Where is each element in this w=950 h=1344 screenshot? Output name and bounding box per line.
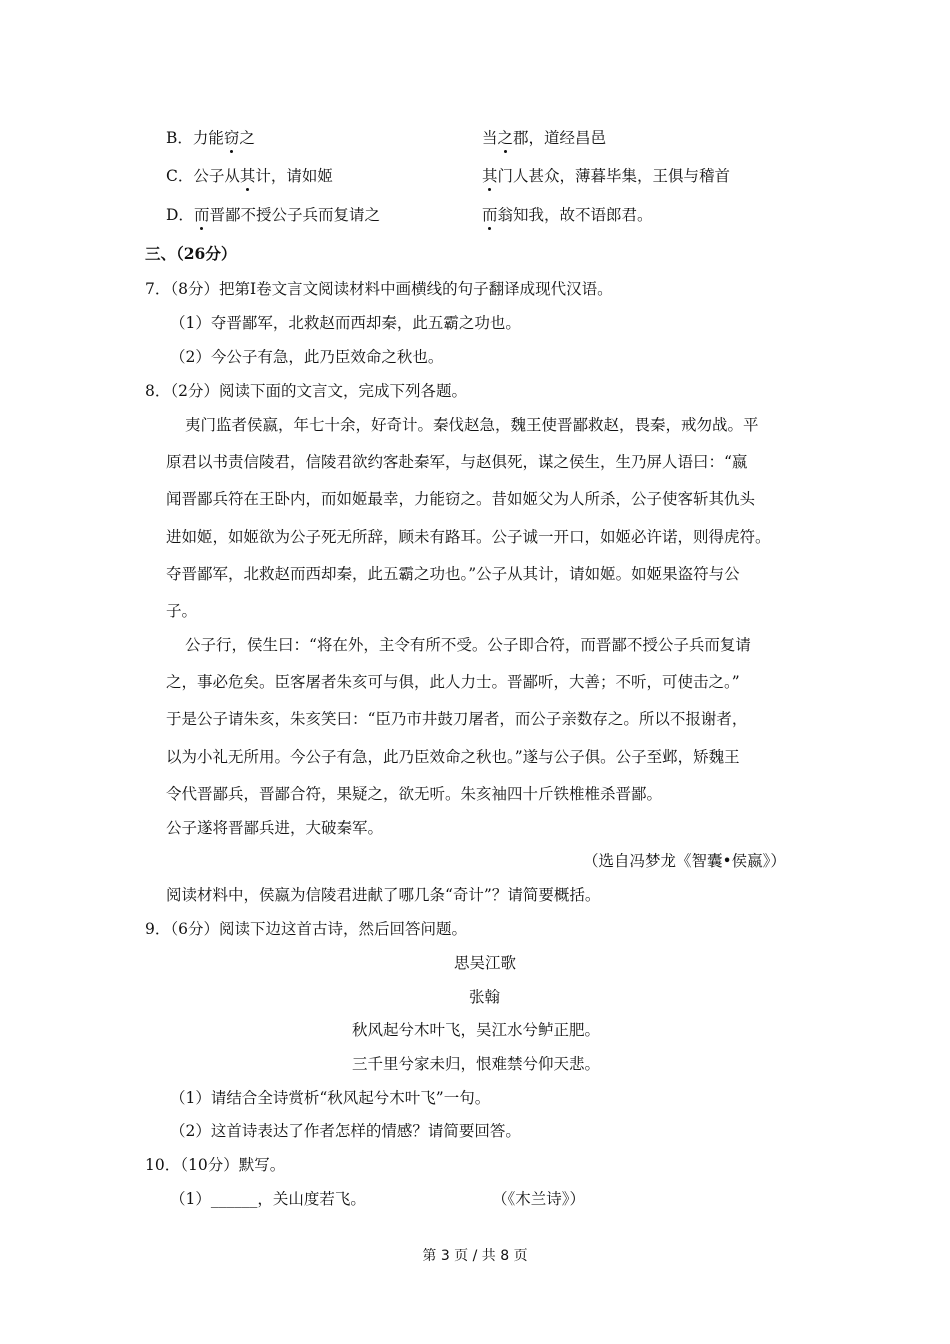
passage-line: 以为小礼无所用。今公子有急，此乃臣效命之秋也。”遂与公子俱。公子至邺，矫魏王 bbox=[166, 748, 740, 766]
question-9-stem: 9．（6分）阅读下边这首古诗，然后回答问题。 bbox=[145, 920, 467, 938]
option-letter: C． bbox=[166, 167, 194, 185]
question-10-sub-1: （1）______，关山度若飞。 bbox=[170, 1190, 366, 1208]
passage-line: 公子行，侯生曰：“将在外，主令有所不受。公子即合符，而晋鄙不授公子兵而复请 bbox=[185, 636, 751, 654]
emphasis-char: 之 bbox=[497, 129, 514, 147]
emphasis-char: 而 bbox=[193, 206, 210, 224]
passage-line: 公子遂将晋鄙兵进，大破秦军。 bbox=[166, 819, 384, 837]
passage-line: 进如姬，如姬欲为公子死无所辞，顾未有路耳。公子诚一开口，如姬必许诺，则得虎符。 bbox=[166, 528, 771, 546]
passage-line: 令代晋鄙兵，晋鄙合符，果疑之，欲无听。朱亥袖四十斤铁椎椎杀晋鄙。 bbox=[166, 785, 663, 803]
emphasis-char: 其 bbox=[482, 167, 498, 185]
option-b-left: B．力能窃之 bbox=[166, 129, 255, 147]
question-9-sub-1: （1）请结合全诗赏析“秋风起兮木叶飞”一句。 bbox=[170, 1089, 491, 1107]
question-10-stem: 10．（10分）默写。 bbox=[145, 1156, 286, 1174]
passage-line: 闻晋鄙兵符在王卧内，而如姬最幸，力能窃之。昔如姬父为人所杀，公子使客斩其仇头 bbox=[166, 490, 756, 508]
question-10-sub-1-source: （《木兰诗》） bbox=[492, 1190, 586, 1208]
emphasis-char: 窃 bbox=[223, 129, 240, 147]
question-7-sub-1: （1）夺晋鄙军，北救赵而西却秦，此五霸之功也。 bbox=[170, 314, 521, 332]
option-d-left: D．而晋鄙不授公子兵而复请之 bbox=[166, 206, 380, 224]
passage-source: （选自冯梦龙《智囊•侯嬴》） bbox=[583, 852, 786, 870]
page-number: 第 3 页 / 共 8 页 bbox=[422, 1248, 528, 1264]
option-letter: D． bbox=[166, 206, 194, 224]
emphasis-char: 其 bbox=[239, 167, 256, 185]
option-d-right: 而翁知我，故不语郎君。 bbox=[482, 206, 653, 224]
question-8-prompt: 阅读材料中，侯嬴为信陵君进献了哪几条“奇计”？请简要概括。 bbox=[166, 886, 601, 904]
passage-line: 之，事必危矣。臣客屠者朱亥可与俱，此人力士。晋鄙听，大善；不听，可使击之。” bbox=[166, 673, 740, 691]
passage-line: 夺晋鄙军，北救赵而西却秦，此五霸之功也。”公子从其计，请如姬。如姬果盗符与公 bbox=[166, 565, 740, 583]
emphasis-char: 而 bbox=[482, 206, 498, 224]
poem-title: 思吴江歌 bbox=[454, 954, 517, 972]
passage-line: 夷门监者侯嬴，年七十余，好奇计。秦伐赵急，魏王使晋鄙救赵，畏秦，戒勿战。平 bbox=[185, 416, 759, 434]
question-7-stem: 7．（8分）把第Ⅰ卷文言文阅读材料中画横线的句子翻译成现代汉语。 bbox=[145, 280, 613, 298]
poem-line: 秋风起兮木叶飞，吴江水兮鲈正肥。 bbox=[352, 1021, 601, 1039]
poem-author: 张翰 bbox=[469, 988, 501, 1006]
poem-line: 三千里兮家未归，恨难禁兮仰天悲。 bbox=[352, 1055, 601, 1073]
option-c-right: 其门人甚众，薄暮毕集，王俱与稽首 bbox=[482, 167, 731, 185]
question-7-sub-2: （2）今公子有急，此乃臣效命之秋也。 bbox=[170, 348, 444, 366]
section-title: 三、（26分） bbox=[145, 244, 237, 263]
passage-line: 于是公子请朱亥，朱亥笑曰：“臣乃市井鼓刀屠者，而公子亲数存之。所以不报谢者， bbox=[166, 710, 748, 728]
question-8-stem: 8．（2分）阅读下面的文言文，完成下列各题。 bbox=[145, 382, 467, 400]
passage-line: 原君以书责信陵君，信陵君欲约客赴秦军，与赵俱死，谋之侯生，生乃屏人语曰：“嬴 bbox=[166, 453, 748, 471]
passage-line: 子。 bbox=[166, 602, 198, 620]
question-9-sub-2: （2）这首诗表达了作者怎样的情感？请简要回答。 bbox=[170, 1122, 521, 1140]
option-c-left: C．公子从其计，请如姬 bbox=[166, 167, 333, 185]
option-b-right: 当之郡，道经昌邑 bbox=[482, 129, 607, 147]
option-letter: B． bbox=[166, 129, 193, 147]
